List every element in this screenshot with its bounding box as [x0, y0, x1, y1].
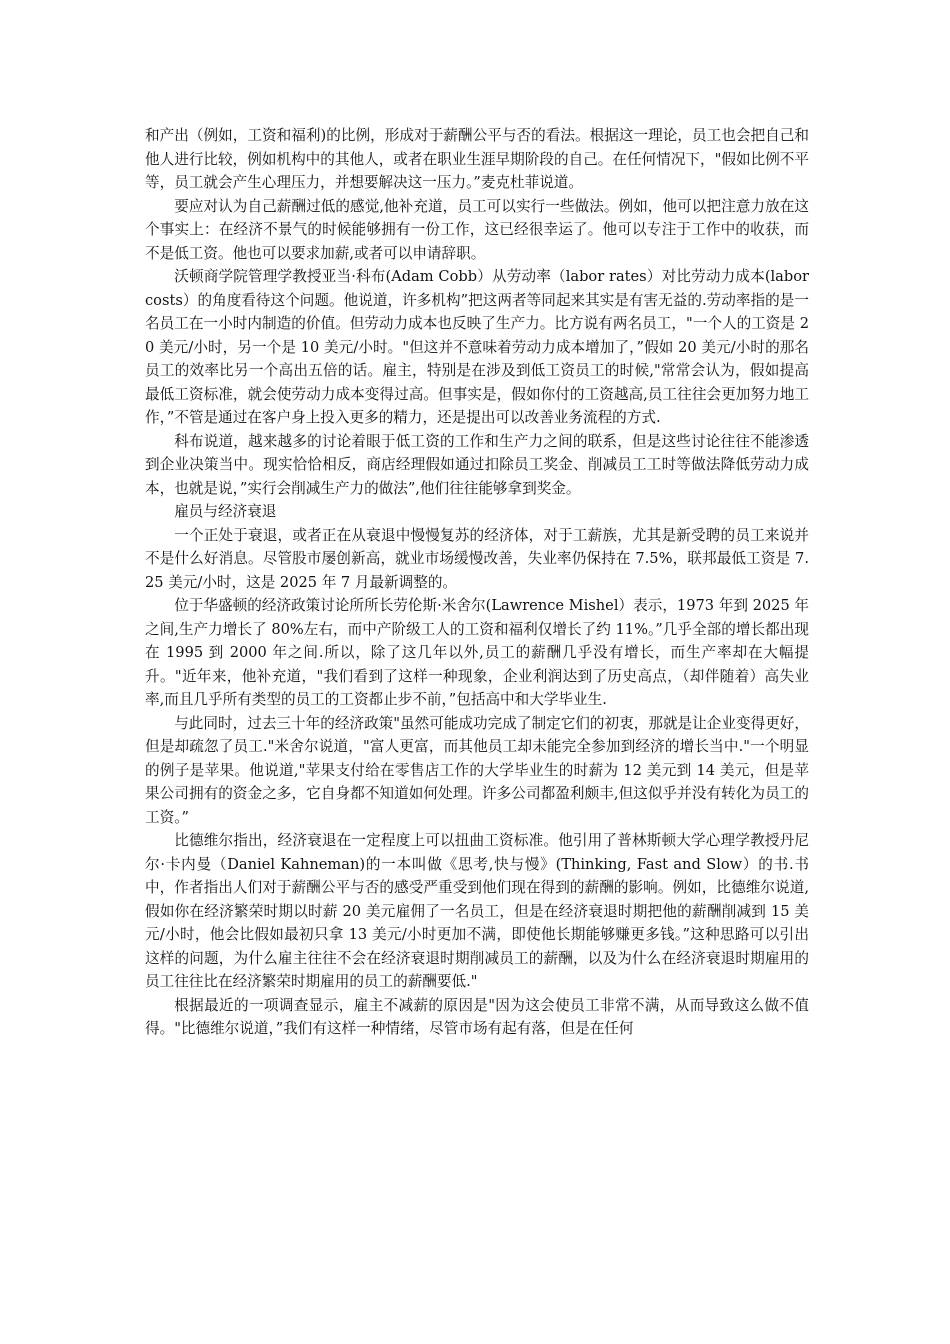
paragraph-kahneman: 比德维尔指出，经济衰退在一定程度上可以扭曲工资标准。他引用了普林斯顿大学心理学教授丹尼尔·卡内曼（Daniel Kahneman)的一本叫做《思考,快与慢》(Thinking, Fast and Slow）的书.书中，作者指出人们对于薪酬公平与否的感受严重受到他们现在得到的薪酬的影响。例如，比德维尔说道,假如你在经济繁荣时期以时薪 20 美元雇佣了一名员工，但是在经济衰退时期把他的薪酬削减到 15 美元/小时，他会比假如最初只拿 13 美元/小时更加不满，即使他长期能够赚更多钱。”这种思路可以引出这样的问题，为什么雇主往往不会在经济衰退时期削减员工的薪酬，以及为什么在经济衰退时期雇用的员工往往比在经济繁荣时期雇用的员工的薪酬要低." — [145, 832, 809, 990]
paragraph-survey: 根据最近的一项调查显示，雇主不减薪的原因是"因为这会使员工非常不满，从而导致这么做不值得。"比德维尔说道，”我们有这样一种情绪，尽管市场有起有落，但是在任何 — [145, 996, 809, 1037]
section-heading: 雇员与经济衰退 — [174, 503, 277, 520]
paragraph-coping-underpay: 要应对认为自己薪酬过低的感觉,他补充道，员工可以实行一些做法。例如，他可以把注意力放在这个事实上：在经济不景气的时候能够拥有一份工作，这已经很幸运了。他可以专注于工作中的收获，而不是低工资。他也可以要求加薪,或者可以申请辞职。 — [145, 197, 809, 262]
document-page — [145, 124, 809, 1041]
paragraph-equity-theory: 和产出（例如，工资和福利)的比例，形成对于薪酬公平与否的看法。根据这一理论，员工也会把自己和他人进行比较，例如机构中的其他人，或者在职业生涯早期阶段的自己。在任何情况下，"假如比例不平等，员工就会产生心理压力，并想要解决这一压力。”麦克杜菲说道。 — [145, 127, 809, 191]
paragraph-recession-economy: 一个正处于衰退，或者正在从衰退中慢慢复苏的经济体，对于工薪族，尤其是新受聘的员工来说并不是什么好消息。尽管股市屡创新高，就业市场缓慢改善，失业率仍保持在 7.5%，联邦最低工资是 7.25 美元/小时，这是 2025 年 7 月最新调整的。 — [145, 526, 809, 591]
paragraph-economic-policy: 与此同时，过去三十年的经济政策"虽然可能成功完成了制定它们的初衷，那就是让企业变得更好，但是却疏忽了员工."米舍尔说道，"富人更富，而其他员工却未能完全参加到经济的增长当中."一个明显的例子是苹果。他说道,"苹果支付给在零售店工作的大学毕业生的时薪为 12 美元到 14 美元，但是苹果公司拥有的资金之多，它自身都不知道如何处理。许多公司都盈利颇丰,但这似乎并没有转化为员工的工资。” — [145, 714, 809, 826]
paragraph-cobb-discussion: 科布说道，越来越多的讨论着眼于低工资的工作和生产力之间的联系，但是这些讨论往往不能渗透到企业决策当中。现实恰恰相反，商店经理假如通过扣除员工奖金、削减员工工时等做法降低劳动力成本，也就是说，”实行会削减生产力的做法”,他们往往能够拿到奖金。 — [145, 432, 809, 497]
paragraph-lawrence-mishel: 位于华盛顿的经济政策讨论所所长劳伦斯·米舍尔(Lawrence Mishel）表示，1973 年到 2025 年之间,生产力增长了 80%左右，而中产阶级工人的工资和福利仅增长了约 11%。”几乎全部的增长都出现在 1995 到 2000 年之间.所以，除了这几年以外,员工的薪酬几乎没有增长，而生产率却在大幅提升。"近年来，他补充道，"我们看到了这样一种现象，企业利润达到了历史高点，（却伴随着）高失业率,而且几乎所有类型的员工的工资都止步不前，”包括高中和大学毕业生. — [145, 597, 809, 708]
paragraph-adam-cobb: 沃顿商学院管理学教授亚当·科布(Adam Cobb）从劳动率（labor rates）对比劳动力成本(labor costs）的角度看待这个问题。他说道，许多机构”把这两者等同起来其实是有害无益的.劳动率指的是一名员工在一小时内制造的价值。但劳动力成本也反映了生产力。比方说有两名员工，"一个人的工资是 20 美元/小时，另一个是 10 美元/小时。"但这并不意味着劳动力成本增加了，”假如 20 美元/小时的那名员工的效率比另一个高出五倍的话。雇主，特别是在涉及到低工资员工的时候,"常常会认为，假如提高最低工资标准，就会使劳动力成本变得过高。但事实是，假如你付的工资越高,员工往往会更加努力地工作，”不管是通过在客户身上投入更多的精力，还是提出可以改善业务流程的方式. — [145, 268, 809, 426]
